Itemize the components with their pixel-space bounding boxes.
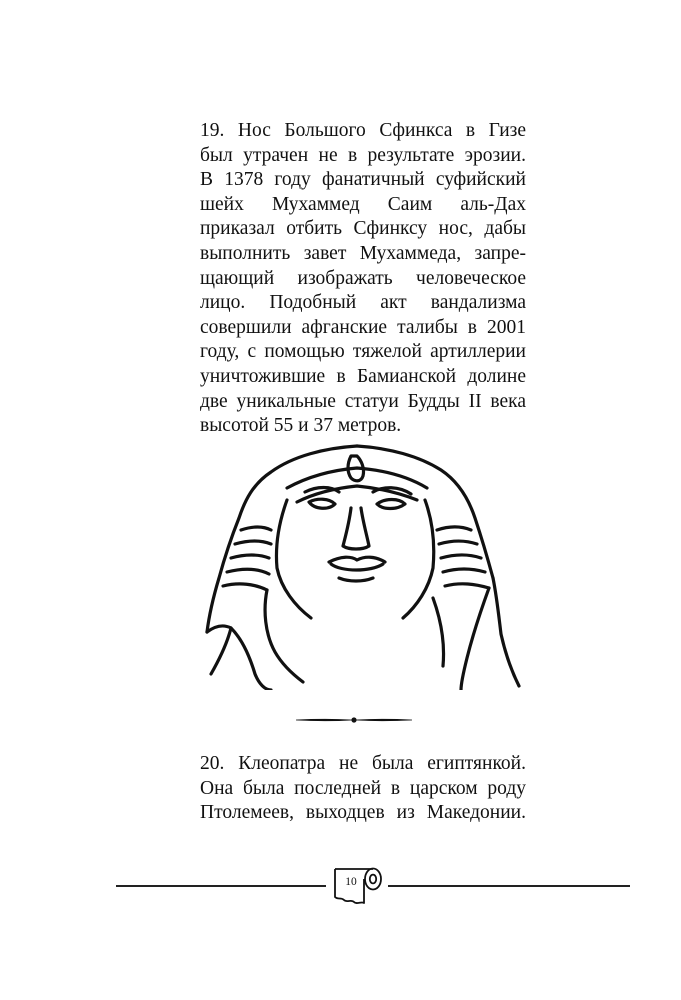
text-line: 19. Нос Большого Сфинкса в Гизе bbox=[200, 120, 526, 141]
text-line: выполнить завет Мухаммеда, запре- bbox=[200, 242, 526, 264]
text-line: две уникальные статуи Будды II века bbox=[200, 390, 526, 412]
text-line: году, с помощью тяжелой артиллерии bbox=[200, 341, 526, 363]
sphinx-illustration bbox=[205, 438, 525, 690]
text-line: 20. Клеопатра не была египтянкой. bbox=[200, 753, 526, 774]
paragraph-20 bbox=[200, 752, 526, 826]
section-divider bbox=[296, 714, 412, 726]
text-line: приказал отбить Сфинксу нос, дабы bbox=[200, 218, 526, 240]
text-line: Она была последней в царском роду bbox=[200, 777, 526, 799]
text-line: В 1378 году фанатичный суфийский bbox=[200, 169, 526, 191]
text-line: щающий изображать человеческое bbox=[200, 267, 526, 289]
text-line: уничтожившие в Бамианской долине bbox=[200, 365, 526, 387]
text-line: лицо. Подобный акт вандализма bbox=[200, 292, 526, 314]
text-line: шейх Мухаммед Саим аль-Дах bbox=[200, 193, 526, 215]
paragraph-19 bbox=[200, 119, 526, 439]
footer-rule-left bbox=[116, 885, 326, 887]
text-line: совершили афганские талибы в 2001 bbox=[200, 316, 526, 338]
text-line: Птолемеев, выходцев из Македонии. bbox=[200, 802, 526, 824]
footer-rule-right bbox=[388, 885, 630, 887]
page-number: 10 bbox=[345, 876, 357, 888]
text-line: был утрачен не в результате эрозии. bbox=[200, 144, 526, 166]
text-line: высотой 55 и 37 метров. bbox=[200, 415, 402, 437]
